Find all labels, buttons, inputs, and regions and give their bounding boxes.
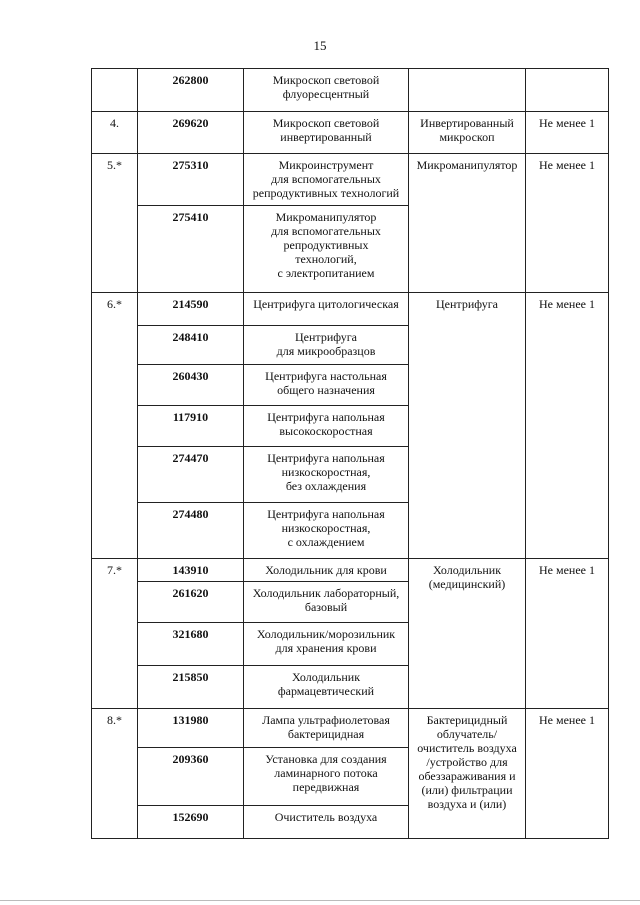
device-name bbox=[244, 447, 409, 503]
table-row bbox=[92, 112, 609, 154]
device-code: 209360 bbox=[138, 748, 244, 806]
item-number: 8.* bbox=[92, 709, 138, 839]
required-quantity: Не менее 1 bbox=[526, 293, 609, 559]
equipment-type bbox=[409, 559, 526, 709]
device-name-text: Центрифуга напольная низкоскоростная, без охлаждения bbox=[267, 451, 385, 493]
equipment-type bbox=[409, 293, 526, 559]
device-name-text: Холодильник лабораторный, базовый bbox=[252, 586, 400, 614]
device-code: 143910 bbox=[138, 559, 244, 582]
device-code: 248410 bbox=[138, 326, 244, 365]
table-row bbox=[92, 69, 609, 112]
item-number: 5.* bbox=[92, 154, 138, 293]
device-code: 261620 bbox=[138, 582, 244, 623]
required-quantity: Не менее 1 bbox=[526, 709, 609, 839]
device-name-text: Центрифуга напольная низкоскоростная, с охлаждением bbox=[267, 507, 385, 549]
device-name-text: Микроскоп световой инвертированный bbox=[272, 116, 380, 144]
required-quantity bbox=[526, 69, 609, 112]
device-name bbox=[244, 365, 409, 406]
device-name-text: Микроманипулятор для вспомогательных репродуктивных технологий, с электропитанием bbox=[271, 210, 381, 280]
equipment-type bbox=[409, 112, 526, 154]
device-code: 131980 bbox=[138, 709, 244, 748]
table-row bbox=[92, 154, 609, 206]
device-name-text: Холодильник для крови bbox=[265, 563, 387, 577]
device-name bbox=[244, 326, 409, 365]
item-number: 4. bbox=[92, 112, 138, 154]
required-quantity: Не менее 1 bbox=[526, 112, 609, 154]
equipment-type-text: Бактерицидный облучатель/ очиститель воздуха /устройство для обеззараживания и (или) фильтрации воздуха и (или) bbox=[417, 713, 517, 811]
device-code: 275310 bbox=[138, 154, 244, 206]
device-name bbox=[244, 293, 409, 326]
device-name bbox=[244, 154, 409, 206]
device-code: 152690 bbox=[138, 806, 244, 839]
table-row bbox=[92, 293, 609, 326]
device-name-text: Очиститель воздуха bbox=[274, 810, 378, 824]
table-row bbox=[92, 709, 609, 748]
device-name bbox=[244, 69, 409, 112]
required-quantity: Не менее 1 bbox=[526, 559, 609, 709]
device-name bbox=[244, 666, 409, 709]
device-code: 215850 bbox=[138, 666, 244, 709]
device-name bbox=[244, 406, 409, 447]
device-code: 321680 bbox=[138, 623, 244, 666]
device-code: 269620 bbox=[138, 112, 244, 154]
device-name-text: Установка для создания ламинарного потока передвижная bbox=[265, 752, 387, 794]
item-number bbox=[92, 69, 138, 112]
device-name bbox=[244, 206, 409, 293]
item-number: 7.* bbox=[92, 559, 138, 709]
device-code: 275410 bbox=[138, 206, 244, 293]
device-name-text: Микроинструмент для вспомогательных репродуктивных технологий bbox=[252, 158, 400, 200]
equipment-type bbox=[409, 709, 526, 839]
equipment-type-text: Холодильник (медицинский) bbox=[428, 563, 506, 591]
equipment-type-text: Центрифуга bbox=[436, 297, 498, 311]
device-code: 117910 bbox=[138, 406, 244, 447]
device-name-text: Центрифуга настольная общего назначения bbox=[265, 369, 387, 397]
equipment-type-text: Инвертированный микроскоп bbox=[420, 116, 514, 144]
device-code: 214590 bbox=[138, 293, 244, 326]
device-code: 262800 bbox=[138, 69, 244, 112]
page-number: 15 bbox=[313, 38, 327, 53]
table-body bbox=[92, 69, 609, 839]
device-name bbox=[244, 709, 409, 748]
device-name bbox=[244, 503, 409, 559]
device-name-text: Центрифуга для микрообразцов bbox=[276, 330, 376, 358]
device-name bbox=[244, 559, 409, 582]
device-name bbox=[244, 582, 409, 623]
page-edge-line bbox=[0, 900, 640, 901]
device-code: 260430 bbox=[138, 365, 244, 406]
device-name-text: Холодильник фармацевтический bbox=[277, 670, 375, 698]
device-name-text: Микроскоп световой флуоресцентный bbox=[272, 73, 380, 101]
device-name-text: Центрифуга цитологическая bbox=[253, 297, 399, 311]
device-name bbox=[244, 806, 409, 839]
item-number: 6.* bbox=[92, 293, 138, 559]
equipment-type-text: Микроманипулятор bbox=[416, 158, 518, 172]
device-code: 274480 bbox=[138, 503, 244, 559]
device-code: 274470 bbox=[138, 447, 244, 503]
device-name bbox=[244, 748, 409, 806]
device-name-text: Холодильник/морозильник для хранения крови bbox=[256, 627, 396, 655]
equipment-type bbox=[409, 69, 526, 112]
device-name-text: Лампа ультрафиолетовая бактерицидная bbox=[262, 713, 390, 741]
device-name bbox=[244, 623, 409, 666]
device-name bbox=[244, 112, 409, 154]
required-quantity: Не менее 1 bbox=[526, 154, 609, 293]
equipment-type bbox=[409, 154, 526, 293]
table-row bbox=[92, 559, 609, 582]
equipment-table bbox=[91, 68, 609, 839]
device-name-text: Центрифуга напольная высокоскоростная bbox=[267, 410, 385, 438]
